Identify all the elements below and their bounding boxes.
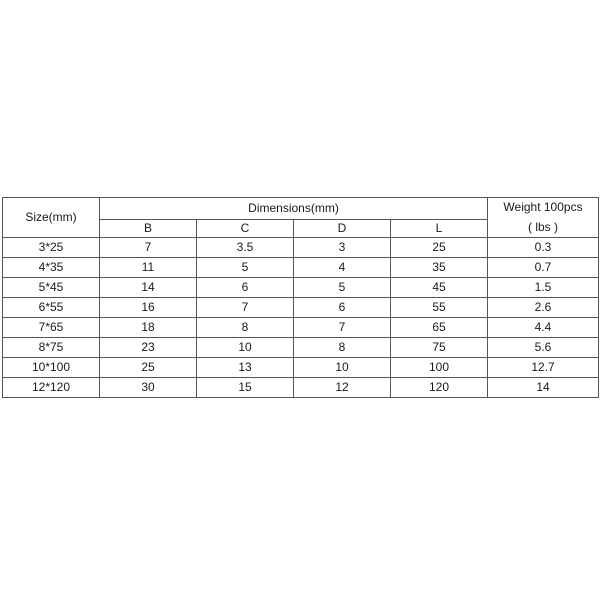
column-header-c: C [197, 220, 294, 238]
d-cell: 12 [294, 378, 391, 398]
c-cell: 7 [197, 298, 294, 318]
table-row [3, 298, 599, 318]
weight-cell: 4.4 [488, 318, 599, 338]
size-cell: 6*55 [3, 298, 100, 318]
size-cell: 8*75 [3, 338, 100, 358]
l-cell: 55 [391, 298, 488, 318]
weight-header-unit: ( lbs ) [528, 219, 558, 234]
size-cell: 5*45 [3, 278, 100, 298]
l-cell: 75 [391, 338, 488, 358]
b-cell: 25 [100, 358, 197, 378]
l-cell: 25 [391, 238, 488, 258]
b-cell: 7 [100, 238, 197, 258]
weight-header-label: Weight 100pcs [503, 200, 583, 215]
weight-cell: 2.6 [488, 298, 599, 318]
table-row [3, 258, 599, 278]
size-cell: 10*100 [3, 358, 100, 378]
weight-cell: 12.7 [488, 358, 599, 378]
table-row [3, 338, 599, 358]
weight-cell: 5.6 [488, 338, 599, 358]
dimensions-header: Dimensions(mm) [100, 198, 488, 220]
column-header-l: L [391, 220, 488, 238]
b-cell: 30 [100, 378, 197, 398]
l-cell: 45 [391, 278, 488, 298]
table-row [3, 278, 599, 298]
c-cell: 5 [197, 258, 294, 278]
d-cell: 10 [294, 358, 391, 378]
weight-cell: 1.5 [488, 278, 599, 298]
c-cell: 8 [197, 318, 294, 338]
l-cell: 120 [391, 378, 488, 398]
d-cell: 6 [294, 298, 391, 318]
c-cell: 6 [197, 278, 294, 298]
b-cell: 23 [100, 338, 197, 358]
c-cell: 3.5 [197, 238, 294, 258]
l-cell: 35 [391, 258, 488, 278]
table-row [3, 318, 599, 338]
header-row [3, 198, 599, 220]
size-cell: 12*120 [3, 378, 100, 398]
spec-table [2, 197, 599, 398]
b-cell: 16 [100, 298, 197, 318]
d-cell: 5 [294, 278, 391, 298]
b-cell: 18 [100, 318, 197, 338]
size-cell: 7*65 [3, 318, 100, 338]
d-cell: 4 [294, 258, 391, 278]
c-cell: 15 [197, 378, 294, 398]
b-cell: 14 [100, 278, 197, 298]
b-cell: 11 [100, 258, 197, 278]
c-cell: 10 [197, 338, 294, 358]
d-cell: 8 [294, 338, 391, 358]
column-header-d: D [294, 220, 391, 238]
l-cell: 100 [391, 358, 488, 378]
table-row [3, 378, 599, 398]
weight-cell: 14 [488, 378, 599, 398]
d-cell: 7 [294, 318, 391, 338]
column-header-b: B [100, 220, 197, 238]
weight-cell: 0.7 [488, 258, 599, 278]
weight-cell: 0.3 [488, 238, 599, 258]
table-body [3, 238, 599, 398]
d-cell: 3 [294, 238, 391, 258]
size-cell: 3*25 [3, 238, 100, 258]
size-header: Size(mm) [3, 198, 100, 238]
size-cell: 4*35 [3, 258, 100, 278]
c-cell: 13 [197, 358, 294, 378]
table-row [3, 238, 599, 258]
weight-header [488, 198, 599, 238]
table-row [3, 358, 599, 378]
l-cell: 65 [391, 318, 488, 338]
